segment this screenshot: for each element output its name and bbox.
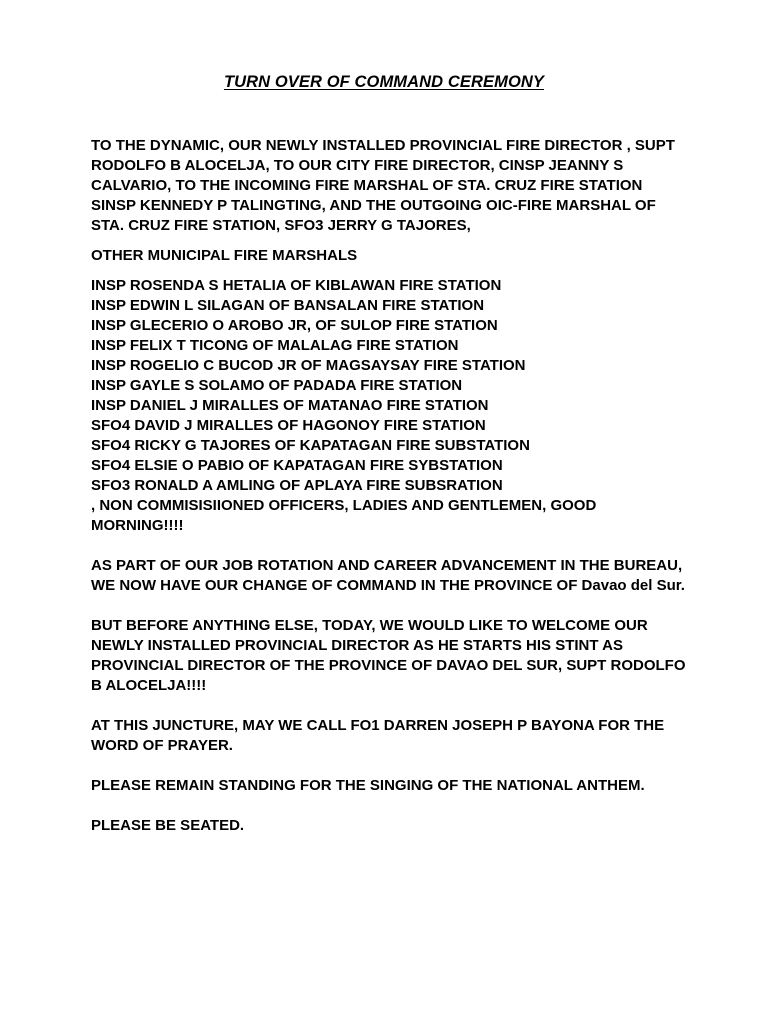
other-marshals-heading: OTHER MUNICIPAL FIRE MARSHALS xyxy=(91,247,358,264)
welcome-paragraph: BUT BEFORE ANYTHING ELSE, TODAY, WE WOULD LIKE TO WELCOME OUR NEWLY INSTALLED PROVINCIAL DIRECTOR AS HE STARTS HIS STINT AS PROVINCIAL DIRECTOR OF THE PROVINCE OF DAVAO DEL SUR, SUPT RODOLFO B ALOCELJA!!!! xyxy=(91,617,686,694)
list-item: INSP GLECERIO O AROBO JR, OF SULOP FIRE STATION xyxy=(91,317,498,334)
marshals-list xyxy=(91,276,691,536)
rotation-paragraph: AS PART OF OUR JOB ROTATION AND CAREER ADVANCEMENT IN THE BUREAU, WE NOW HAVE OUR CHANGE OF COMMAND IN THE PROVINCE OF Davao del Sur. xyxy=(91,557,685,594)
greeting-paragraph: TO THE DYNAMIC, OUR NEWLY INSTALLED PROVINCIAL FIRE DIRECTOR , SUPT RODOLFO B ALOCELJA, TO OUR CITY FIRE DIRECTOR, CINSP JEANNY S CALVARIO, TO THE INCOMING FIRE MARSHAL OF STA. CRUZ FIRE STATION SINSP KENNEDY P TALINGTING, AND THE OUTGOING OIC-FIRE MARSHAL OF STA. CRUZ FIRE STATION, SFO3 JERRY G TAJORES, xyxy=(91,137,675,234)
list-item: INSP ROGELIO C BUCOD JR OF MAGSAYSAY FIRE STATION xyxy=(91,357,526,374)
list-item: INSP GAYLE S SOLAMO OF PADADA FIRE STATION xyxy=(91,377,463,394)
list-item: INSP DANIEL J MIRALLES OF MATANAO FIRE STATION xyxy=(91,397,489,414)
anthem-paragraph: PLEASE REMAIN STANDING FOR THE SINGING OF THE NATIONAL ANTHEM. xyxy=(91,777,645,794)
list-item: INSP ROSENDA S HETALIA OF KIBLAWAN FIRE STATION xyxy=(91,277,502,294)
list-item: SFO3 RONALD A AMLING OF APLAYA FIRE SUBSRATION xyxy=(91,477,503,494)
list-item: SFO4 RICKY G TAJORES OF KAPATAGAN FIRE SUBSTATION xyxy=(91,437,530,454)
list-item: INSP EDWIN L SILAGAN OF BANSALAN FIRE STATION xyxy=(91,297,485,314)
list-item: SFO4 ELSIE O PABIO OF KAPATAGAN FIRE SYBSTATION xyxy=(91,457,503,474)
list-item: SFO4 DAVID J MIRALLES OF HAGONOY FIRE STATION xyxy=(91,417,486,434)
document-body xyxy=(91,136,691,846)
list-item: INSP FELIX T TICONG OF MALALAG FIRE STATION xyxy=(91,337,459,354)
seated-paragraph: PLEASE BE SEATED. xyxy=(91,817,245,834)
prayer-paragraph: AT THIS JUNCTURE, MAY WE CALL FO1 DARREN JOSEPH P BAYONA FOR THE WORD OF PRAYER. xyxy=(91,717,665,754)
list-item: , NON COMMISISIIONED OFFICERS, LADIES AND GENTLEMEN, GOOD MORNING!!!! xyxy=(91,497,597,534)
document-title: TURN OVER OF COMMAND CEREMONY xyxy=(223,73,545,91)
